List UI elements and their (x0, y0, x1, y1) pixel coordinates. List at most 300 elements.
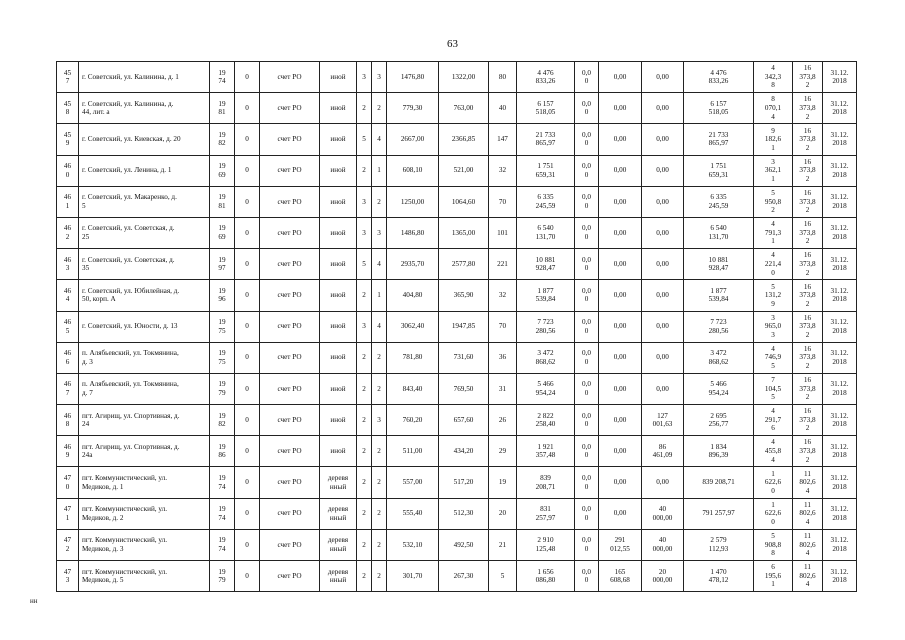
cell-floors: 2 (357, 280, 372, 311)
cell-residents: 101 (489, 217, 517, 248)
cell-residents: 32 (489, 280, 517, 311)
cell-account: счет РО (260, 217, 320, 248)
cell-max-unit-cost: 11 802,6 4 (793, 498, 823, 529)
cell-col-zero: 0 (235, 405, 260, 436)
cell-cost-regional: 0,00 (599, 373, 642, 404)
table-row (57, 93, 857, 124)
cell-max-unit-cost: 16 373,8 2 (793, 249, 823, 280)
cell-cost-federal: 0,0 0 (575, 155, 599, 186)
table-row (57, 561, 857, 592)
cell-cost-local: 0,00 (642, 342, 684, 373)
cell-account: счет РО (260, 405, 320, 436)
cell-year: 19 69 (210, 155, 235, 186)
cell-cost-owners: 1 877 539,84 (684, 280, 754, 311)
cell-deadline: 31.12. 2018 (823, 155, 857, 186)
cell-unit-cost: 1 622,6 0 (754, 498, 793, 529)
cell-cost-federal: 0,0 0 (575, 217, 599, 248)
cell-cost-regional: 0,00 (599, 342, 642, 373)
cell-unit-cost: 4 291,7 6 (754, 405, 793, 436)
cell-cost-total: 831 257,97 (517, 498, 575, 529)
cell-row-number: 46 8 (57, 405, 79, 436)
cell-col-zero: 0 (235, 186, 260, 217)
cell-total-area: 1476,80 (387, 62, 439, 93)
cell-unit-cost: 1 622,6 0 (754, 467, 793, 498)
cell-year: 19 81 (210, 93, 235, 124)
cell-cost-federal: 0,0 0 (575, 529, 599, 560)
cell-cost-total: 4 476 833,26 (517, 62, 575, 93)
cell-col-zero: 0 (235, 342, 260, 373)
cell-total-area: 555,40 (387, 498, 439, 529)
cell-account: счет РО (260, 311, 320, 342)
cell-year: 19 79 (210, 561, 235, 592)
cell-floors: 2 (357, 467, 372, 498)
cell-address: г. Советский, ул. Советская, д. 25 (79, 217, 210, 248)
cell-account: счет РО (260, 561, 320, 592)
cell-cost-total: 21 733 865,97 (517, 124, 575, 155)
cell-unit-cost: 5 950,8 2 (754, 186, 793, 217)
cell-total-area: 301,70 (387, 561, 439, 592)
cell-max-unit-cost: 16 373,8 2 (793, 155, 823, 186)
cell-entrances: 2 (372, 529, 387, 560)
cell-entrances: 2 (372, 93, 387, 124)
cell-row-number: 46 0 (57, 155, 79, 186)
cell-unit-cost: 4 221,4 0 (754, 249, 793, 280)
cell-floors: 3 (357, 311, 372, 342)
cell-total-area: 2935,70 (387, 249, 439, 280)
cell-cost-local: 0,00 (642, 311, 684, 342)
cell-max-unit-cost: 16 373,8 2 (793, 124, 823, 155)
cell-cost-owners: 2 579 112,93 (684, 529, 754, 560)
cell-cost-federal: 0,0 0 (575, 311, 599, 342)
cell-max-unit-cost: 16 373,8 2 (793, 373, 823, 404)
cell-wall-type: иной (320, 155, 357, 186)
cell-year: 19 75 (210, 342, 235, 373)
cell-floors: 3 (357, 62, 372, 93)
cell-total-area: 557,00 (387, 467, 439, 498)
cell-deadline: 31.12. 2018 (823, 561, 857, 592)
housing-table (56, 61, 857, 592)
cell-residents: 70 (489, 311, 517, 342)
cell-row-number: 47 1 (57, 498, 79, 529)
cell-max-unit-cost: 11 802,6 4 (793, 529, 823, 560)
cell-cost-regional: 0,00 (599, 93, 642, 124)
cell-wall-type: иной (320, 436, 357, 467)
cell-year: 19 74 (210, 498, 235, 529)
cell-col-zero: 0 (235, 62, 260, 93)
table-row (57, 498, 857, 529)
cell-cost-federal: 0,0 0 (575, 62, 599, 93)
cell-deadline: 31.12. 2018 (823, 311, 857, 342)
cell-row-number: 45 9 (57, 124, 79, 155)
cell-col-zero: 0 (235, 93, 260, 124)
cell-cost-owners: 4 476 833,26 (684, 62, 754, 93)
cell-floors: 3 (357, 186, 372, 217)
cell-cost-total: 2 822 258,40 (517, 405, 575, 436)
cell-cost-total: 10 881 928,47 (517, 249, 575, 280)
cell-cost-local: 127 001,63 (642, 405, 684, 436)
cell-living-area: 1365,00 (439, 217, 489, 248)
cell-living-area: 1064,60 (439, 186, 489, 217)
cell-account: счет РО (260, 373, 320, 404)
cell-account: счет РО (260, 124, 320, 155)
cell-unit-cost: 9 182,6 1 (754, 124, 793, 155)
cell-max-unit-cost: 16 373,8 2 (793, 342, 823, 373)
cell-row-number: 47 3 (57, 561, 79, 592)
cell-deadline: 31.12. 2018 (823, 93, 857, 124)
table-row (57, 186, 857, 217)
cell-entrances: 4 (372, 249, 387, 280)
table-row (57, 311, 857, 342)
cell-year: 19 96 (210, 280, 235, 311)
cell-deadline: 31.12. 2018 (823, 467, 857, 498)
cell-living-area: 521,00 (439, 155, 489, 186)
cell-entrances: 2 (372, 436, 387, 467)
cell-entrances: 3 (372, 62, 387, 93)
cell-residents: 32 (489, 155, 517, 186)
cell-account: счет РО (260, 467, 320, 498)
table-row (57, 155, 857, 186)
cell-cost-owners: 3 472 868,62 (684, 342, 754, 373)
cell-cost-federal: 0,0 0 (575, 436, 599, 467)
cell-entrances: 2 (372, 498, 387, 529)
cell-wall-type: иной (320, 62, 357, 93)
cell-cost-federal: 0,0 0 (575, 249, 599, 280)
cell-account: счет РО (260, 498, 320, 529)
cell-col-zero: 0 (235, 467, 260, 498)
cell-account: счет РО (260, 186, 320, 217)
cell-max-unit-cost: 16 373,8 2 (793, 436, 823, 467)
cell-address: пгт. Агирищ, ул. Спортивная, д. 24 (79, 405, 210, 436)
cell-cost-owners: 5 466 954,24 (684, 373, 754, 404)
cell-col-zero: 0 (235, 373, 260, 404)
cell-living-area: 492,50 (439, 529, 489, 560)
cell-account: счет РО (260, 93, 320, 124)
cell-total-area: 511,00 (387, 436, 439, 467)
cell-residents: 26 (489, 405, 517, 436)
cell-total-area: 779,30 (387, 93, 439, 124)
cell-cost-regional: 0,00 (599, 217, 642, 248)
table-row (57, 467, 857, 498)
cell-wall-type: иной (320, 124, 357, 155)
cell-year: 19 69 (210, 217, 235, 248)
cell-wall-type: иной (320, 373, 357, 404)
cell-unit-cost: 4 791,3 1 (754, 217, 793, 248)
cell-wall-type: иной (320, 186, 357, 217)
cell-total-area: 404,80 (387, 280, 439, 311)
cell-cost-local: 86 461,09 (642, 436, 684, 467)
cell-living-area: 434,20 (439, 436, 489, 467)
cell-cost-total: 1 656 086,80 (517, 561, 575, 592)
cell-cost-regional: 0,00 (599, 155, 642, 186)
cell-living-area: 1947,85 (439, 311, 489, 342)
cell-unit-cost: 3 965,0 3 (754, 311, 793, 342)
cell-col-zero: 0 (235, 311, 260, 342)
cell-cost-local: 20 000,00 (642, 561, 684, 592)
cell-deadline: 31.12. 2018 (823, 186, 857, 217)
table-row (57, 373, 857, 404)
cell-deadline: 31.12. 2018 (823, 62, 857, 93)
cell-residents: 21 (489, 529, 517, 560)
cell-deadline: 31.12. 2018 (823, 249, 857, 280)
cell-col-zero: 0 (235, 561, 260, 592)
table-row (57, 217, 857, 248)
cell-cost-regional: 0,00 (599, 124, 642, 155)
cell-cost-local: 0,00 (642, 249, 684, 280)
cell-unit-cost: 4 746,9 5 (754, 342, 793, 373)
cell-deadline: 31.12. 2018 (823, 280, 857, 311)
cell-address: п. Алябьевский, ул. Токмянина, д. 7 (79, 373, 210, 404)
table-row (57, 436, 857, 467)
cell-floors: 2 (357, 436, 372, 467)
cell-floors: 2 (357, 529, 372, 560)
cell-max-unit-cost: 16 373,8 2 (793, 186, 823, 217)
cell-row-number: 46 2 (57, 217, 79, 248)
cell-cost-federal: 0,0 0 (575, 561, 599, 592)
cell-residents: 19 (489, 467, 517, 498)
table-row (57, 62, 857, 93)
cell-max-unit-cost: 16 373,8 2 (793, 62, 823, 93)
cell-row-number: 46 9 (57, 436, 79, 467)
cell-total-area: 781,80 (387, 342, 439, 373)
cell-year: 19 97 (210, 249, 235, 280)
cell-wall-type: иной (320, 280, 357, 311)
cell-max-unit-cost: 11 802,6 4 (793, 467, 823, 498)
cell-residents: 221 (489, 249, 517, 280)
table-row (57, 405, 857, 436)
cell-cost-total: 1 877 539,84 (517, 280, 575, 311)
cell-total-area: 532,10 (387, 529, 439, 560)
cell-entrances: 3 (372, 217, 387, 248)
cell-row-number: 46 3 (57, 249, 79, 280)
cell-wall-type: иной (320, 342, 357, 373)
cell-cost-total: 6 157 518,05 (517, 93, 575, 124)
cell-cost-regional: 0,00 (599, 467, 642, 498)
cell-wall-type: деревя нный (320, 561, 357, 592)
cell-account: счет РО (260, 280, 320, 311)
table-row (57, 124, 857, 155)
cell-deadline: 31.12. 2018 (823, 498, 857, 529)
cell-cost-regional: 0,00 (599, 405, 642, 436)
cell-cost-local: 0,00 (642, 124, 684, 155)
cell-max-unit-cost: 16 373,8 2 (793, 93, 823, 124)
cell-row-number: 46 7 (57, 373, 79, 404)
cell-cost-owners: 1 834 896,39 (684, 436, 754, 467)
cell-address: г. Советский, ул. Юности, д. 13 (79, 311, 210, 342)
cell-floors: 2 (357, 93, 372, 124)
cell-cost-total: 6 540 131,70 (517, 217, 575, 248)
cell-entrances: 1 (372, 155, 387, 186)
cell-cost-regional: 0,00 (599, 280, 642, 311)
cell-entrances: 2 (372, 373, 387, 404)
cell-cost-owners: 2 695 256,77 (684, 405, 754, 436)
cell-wall-type: иной (320, 405, 357, 436)
cell-cost-local: 40 000,00 (642, 498, 684, 529)
cell-entrances: 3 (372, 405, 387, 436)
cell-address: г. Советский, ул. Калинина, д. 1 (79, 62, 210, 93)
cell-col-zero: 0 (235, 249, 260, 280)
cell-cost-local: 40 000,00 (642, 529, 684, 560)
cell-floors: 2 (357, 561, 372, 592)
cell-living-area: 763,00 (439, 93, 489, 124)
cell-year: 19 81 (210, 186, 235, 217)
table-row (57, 280, 857, 311)
table-row (57, 249, 857, 280)
cell-living-area: 731,60 (439, 342, 489, 373)
cell-cost-federal: 0,0 0 (575, 373, 599, 404)
cell-cost-owners: 6 540 131,70 (684, 217, 754, 248)
cell-cost-regional: 0,00 (599, 186, 642, 217)
cell-col-zero: 0 (235, 498, 260, 529)
cell-cost-local: 0,00 (642, 62, 684, 93)
cell-address: п. Алябьевский, ул. Токмянина, д. 3 (79, 342, 210, 373)
cell-unit-cost: 5 908,8 8 (754, 529, 793, 560)
cell-address: г. Советский, ул. Юбилейная, д. 50, корп. А (79, 280, 210, 311)
cell-account: счет РО (260, 249, 320, 280)
cell-account: счет РО (260, 62, 320, 93)
cell-cost-regional: 165 608,68 (599, 561, 642, 592)
cell-row-number: 46 5 (57, 311, 79, 342)
cell-cost-federal: 0,0 0 (575, 467, 599, 498)
cell-total-area: 608,10 (387, 155, 439, 186)
cell-floors: 3 (357, 217, 372, 248)
cell-residents: 36 (489, 342, 517, 373)
cell-entrances: 2 (372, 342, 387, 373)
cell-account: счет РО (260, 155, 320, 186)
cell-cost-regional: 0,00 (599, 249, 642, 280)
cell-address: г. Советский, ул. Макаренко, д. 5 (79, 186, 210, 217)
cell-cost-regional: 0,00 (599, 62, 642, 93)
cell-cost-federal: 0,0 0 (575, 280, 599, 311)
cell-unit-cost: 4 455,8 4 (754, 436, 793, 467)
cell-living-area: 512,30 (439, 498, 489, 529)
cell-wall-type: деревя нный (320, 529, 357, 560)
cell-entrances: 2 (372, 467, 387, 498)
footer-mark: нн (30, 597, 38, 605)
cell-cost-local: 0,00 (642, 280, 684, 311)
cell-entrances: 1 (372, 280, 387, 311)
cell-cost-local: 0,00 (642, 93, 684, 124)
cell-unit-cost: 3 362,1 1 (754, 155, 793, 186)
cell-year: 19 74 (210, 62, 235, 93)
cell-living-area: 769,50 (439, 373, 489, 404)
page-number: 63 (447, 38, 458, 50)
cell-floors: 2 (357, 405, 372, 436)
cell-residents: 29 (489, 436, 517, 467)
table-body (57, 62, 857, 592)
cell-address: г. Советский, ул. Ленина, д. 1 (79, 155, 210, 186)
table-row (57, 529, 857, 560)
cell-residents: 31 (489, 373, 517, 404)
cell-entrances: 2 (372, 186, 387, 217)
cell-address: пгт. Коммунистический, ул. Медиков, д. 1 (79, 467, 210, 498)
cell-row-number: 46 6 (57, 342, 79, 373)
cell-entrances: 2 (372, 561, 387, 592)
cell-year: 19 74 (210, 529, 235, 560)
cell-total-area: 760,20 (387, 405, 439, 436)
cell-max-unit-cost: 16 373,8 2 (793, 311, 823, 342)
cell-year: 19 74 (210, 467, 235, 498)
cell-max-unit-cost: 16 373,8 2 (793, 280, 823, 311)
cell-year: 19 75 (210, 311, 235, 342)
cell-total-area: 1486,80 (387, 217, 439, 248)
cell-cost-regional: 0,00 (599, 498, 642, 529)
cell-total-area: 2667,00 (387, 124, 439, 155)
table-row (57, 342, 857, 373)
cell-entrances: 4 (372, 124, 387, 155)
cell-cost-total: 7 723 280,56 (517, 311, 575, 342)
cell-cost-federal: 0,0 0 (575, 93, 599, 124)
cell-cost-owners: 7 723 280,56 (684, 311, 754, 342)
cell-cost-local: 0,00 (642, 467, 684, 498)
cell-address: пгт. Агирищ, ул. Спортивная, д. 24а (79, 436, 210, 467)
cell-row-number: 47 0 (57, 467, 79, 498)
cell-deadline: 31.12. 2018 (823, 529, 857, 560)
cell-max-unit-cost: 16 373,8 2 (793, 217, 823, 248)
cell-address: г. Советский, ул. Калинина, д. 44, лит. а (79, 93, 210, 124)
cell-wall-type: деревя нный (320, 467, 357, 498)
cell-year: 19 82 (210, 405, 235, 436)
cell-row-number: 47 2 (57, 529, 79, 560)
cell-unit-cost: 7 104,5 5 (754, 373, 793, 404)
cell-deadline: 31.12. 2018 (823, 217, 857, 248)
cell-cost-local: 0,00 (642, 186, 684, 217)
cell-cost-owners: 1 470 478,12 (684, 561, 754, 592)
cell-cost-local: 0,00 (642, 217, 684, 248)
cell-floors: 2 (357, 342, 372, 373)
cell-living-area: 267,30 (439, 561, 489, 592)
cell-total-area: 3062,40 (387, 311, 439, 342)
cell-total-area: 843,40 (387, 373, 439, 404)
cell-cost-total: 3 472 868,62 (517, 342, 575, 373)
cell-cost-owners: 839 208,71 (684, 467, 754, 498)
cell-address: пгт. Коммунистический, ул. Медиков, д. 3 (79, 529, 210, 560)
cell-cost-regional: 0,00 (599, 311, 642, 342)
cell-row-number: 45 7 (57, 62, 79, 93)
cell-col-zero: 0 (235, 155, 260, 186)
cell-account: счет РО (260, 529, 320, 560)
cell-year: 19 79 (210, 373, 235, 404)
cell-residents: 20 (489, 498, 517, 529)
cell-wall-type: иной (320, 217, 357, 248)
cell-living-area: 657,60 (439, 405, 489, 436)
cell-floors: 2 (357, 498, 372, 529)
cell-wall-type: иной (320, 249, 357, 280)
cell-col-zero: 0 (235, 217, 260, 248)
cell-living-area: 2577,80 (439, 249, 489, 280)
cell-wall-type: деревя нный (320, 498, 357, 529)
cell-residents: 147 (489, 124, 517, 155)
cell-deadline: 31.12. 2018 (823, 436, 857, 467)
cell-residents: 70 (489, 186, 517, 217)
cell-cost-total: 6 335 245,59 (517, 186, 575, 217)
cell-cost-owners: 21 733 865,97 (684, 124, 754, 155)
cell-row-number: 46 1 (57, 186, 79, 217)
cell-col-zero: 0 (235, 124, 260, 155)
cell-cost-owners: 10 881 928,47 (684, 249, 754, 280)
cell-account: счет РО (260, 342, 320, 373)
cell-cost-total: 839 208,71 (517, 467, 575, 498)
cell-address: г. Советский, ул. Советская, д. 35 (79, 249, 210, 280)
cell-unit-cost: 5 131,2 9 (754, 280, 793, 311)
cell-cost-owners: 791 257,97 (684, 498, 754, 529)
cell-wall-type: иной (320, 311, 357, 342)
cell-residents: 40 (489, 93, 517, 124)
cell-cost-total: 2 910 125,48 (517, 529, 575, 560)
cell-deadline: 31.12. 2018 (823, 124, 857, 155)
cell-row-number: 45 8 (57, 93, 79, 124)
cell-cost-owners: 6 157 518,05 (684, 93, 754, 124)
cell-cost-owners: 6 335 245,59 (684, 186, 754, 217)
